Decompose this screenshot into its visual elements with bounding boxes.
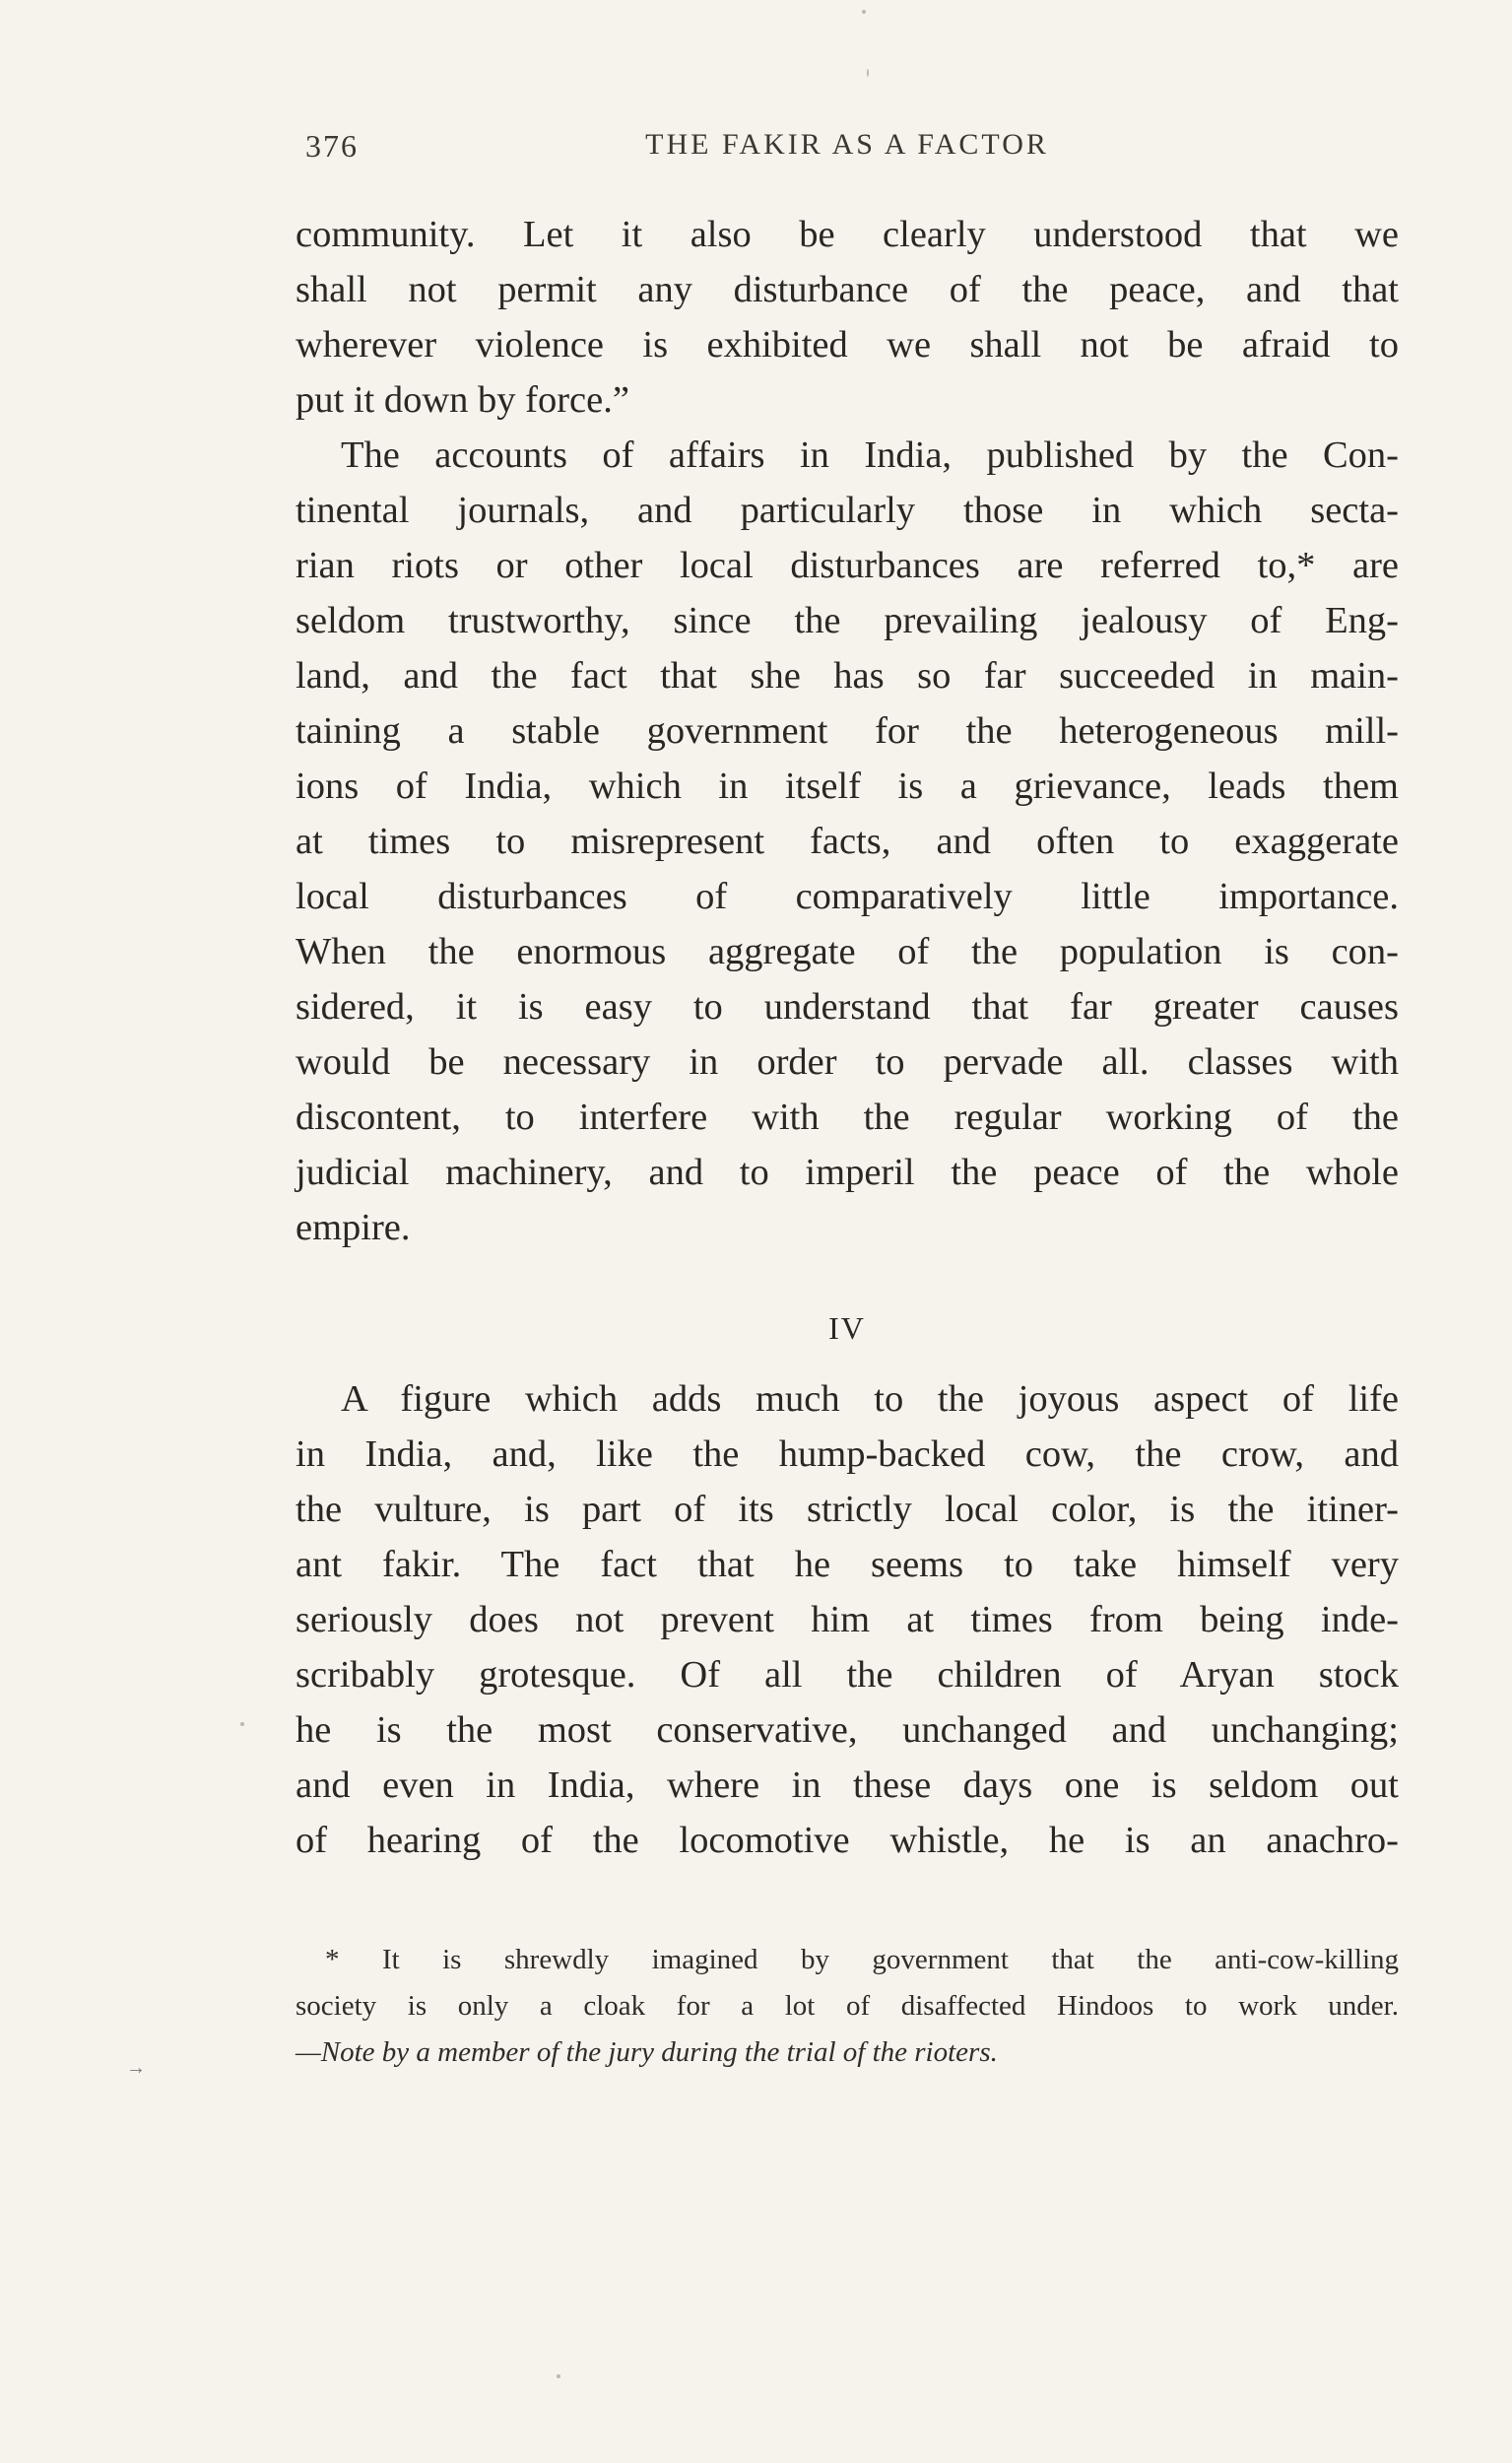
text-line: he is the most conservative, unchanged and unchanging;: [296, 1709, 1399, 1751]
footnote-attribution: —Note by a member of the jury during the trial of the rioters.: [296, 2036, 998, 2068]
text-line: put it down by force.”: [296, 379, 629, 421]
text-line: rian riots or other local disturbances are referred to,* are: [296, 545, 1399, 586]
text-line: ions of India, which in itself is a grievance, leads them: [296, 766, 1399, 807]
text-line: seldom trustworthy, since the prevailing jealousy of Eng-: [296, 600, 1399, 641]
paragraph-first-line: The accounts of affairs in India, published by the Con-: [341, 434, 1399, 476]
page-number: 376: [305, 128, 359, 164]
page-header: [296, 128, 1399, 167]
text-line: the vulture, is part of its strictly local color, is the itiner-: [296, 1489, 1399, 1530]
text-line: ant fakir. The fact that he seems to take himself very: [296, 1544, 1399, 1585]
footnote: [296, 1937, 1399, 2076]
footnote-line: society is only a cloak for a lot of disaffected Hindoos to work under.: [296, 1990, 1399, 2022]
paper-speck: [557, 2374, 560, 2378]
text-line: tinental journals, and particularly those in which secta-: [296, 490, 1399, 531]
footnote-line: * It is shrewdly imagined by government that the anti-cow-killing: [325, 1944, 1399, 1975]
text-line: at times to misrepresent facts, and often to exaggerate: [296, 821, 1399, 862]
text-line: in India, and, like the hump-backed cow, the crow, and: [296, 1433, 1399, 1475]
text-line: shall not permit any disturbance of the peace, and that: [296, 269, 1399, 310]
text-line: would be necessary in order to pervade all. classes with: [296, 1041, 1399, 1083]
text-line: taining a stable government for the heterogeneous mill-: [296, 710, 1399, 752]
text-line: community. Let it also be clearly understood that we: [296, 214, 1399, 255]
text-line: wherever violence is exhibited we shall not be afraid to: [296, 324, 1399, 366]
text-line: local disturbances of comparatively little importance.: [296, 876, 1399, 917]
text-line: sidered, it is easy to understand that far greater causes: [296, 986, 1399, 1028]
text-line: empire.: [296, 1207, 411, 1248]
paper-speck: [862, 10, 866, 14]
text-line: of hearing of the locomotive whistle, he is an anachro-: [296, 1820, 1399, 1861]
text-line: discontent, to interfere with the regular working of the: [296, 1097, 1399, 1138]
text-line: and even in India, where in these days one is seldom out: [296, 1764, 1399, 1806]
paper-speck: [240, 1722, 244, 1726]
text-line: seriously does not prevent him at times from being inde-: [296, 1599, 1399, 1640]
paragraph-first-line: A figure which adds much to the joyous aspect of life: [341, 1378, 1399, 1420]
text-line: When the enormous aggregate of the population is con-: [296, 931, 1399, 972]
section-numeral: IV: [828, 1310, 866, 1346]
paper-speck: [867, 69, 869, 77]
text-line: land, and the fact that she has so far succeeded in main-: [296, 655, 1399, 697]
text-line: scribably grotesque. Of all the children of Aryan stock: [296, 1654, 1399, 1696]
section-text: [296, 1371, 1399, 1868]
body-text: [296, 207, 1399, 1255]
margin-mark: →: [126, 2057, 146, 2079]
running-head: THE FAKIR AS A FACTOR: [645, 128, 1049, 161]
text-line: judicial machinery, and to imperil the peace of the whole: [296, 1152, 1399, 1193]
